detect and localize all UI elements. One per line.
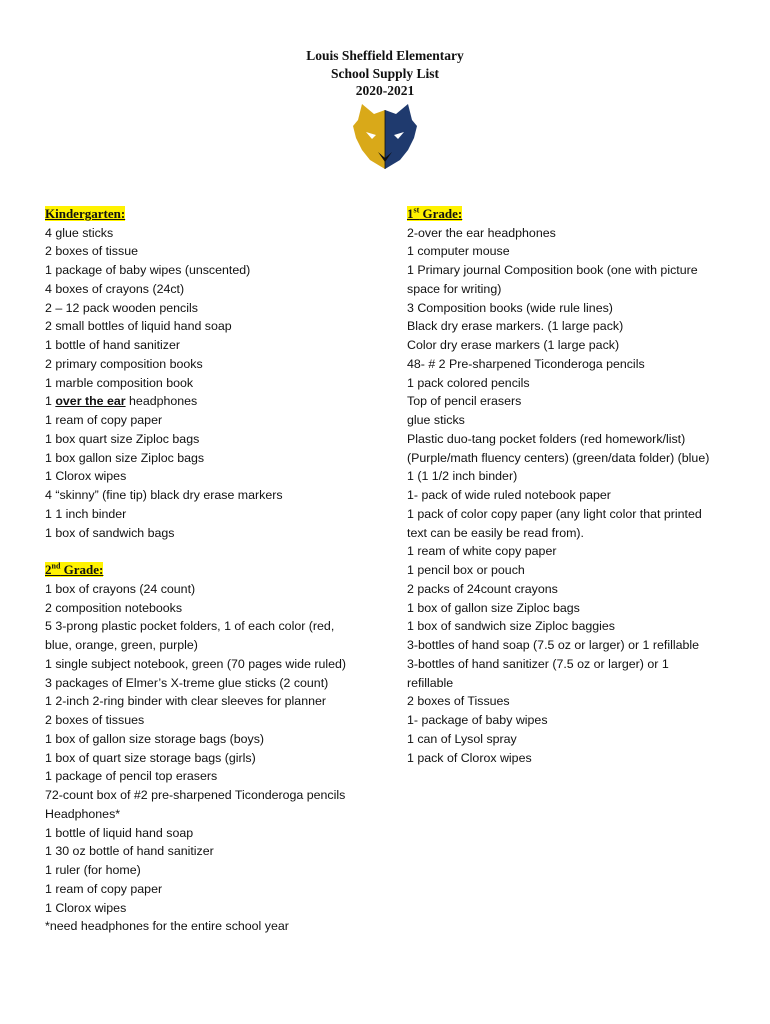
list-item: 1- pack of wide ruled notebook paper xyxy=(407,488,611,503)
list-item: 1 Clorox wipes xyxy=(45,469,127,484)
list-item: 1 bottle of hand sanitizer xyxy=(45,338,181,353)
list-item: 1- package of baby wipes xyxy=(407,713,548,728)
list-item: 1 box of crayons (24 count) xyxy=(45,581,196,596)
list-item: 3 packages of Elmer’s X-treme glue sticks (2 count) xyxy=(45,675,329,690)
list-item: 3-bottles of hand sanitizer (7.5 oz or larger) or 1 xyxy=(407,656,669,671)
first-grade-list xyxy=(407,224,737,768)
list-item: 48- # 2 Pre-sharpened Ticonderoga pencils xyxy=(407,356,645,371)
logo-right-half xyxy=(385,104,417,169)
second-grade-heading: 2nd Grade: xyxy=(45,561,104,578)
list-item: 1 1 inch binder xyxy=(45,506,127,521)
list-item: 2 boxes of tissues xyxy=(45,713,145,728)
first-grade-heading: 1st Grade: xyxy=(407,205,463,221)
kindergarten-heading: Kindergarten: xyxy=(45,206,126,221)
list-item: 1 box of sandwich bags xyxy=(45,525,175,540)
list-item: 1 ruler (for home) xyxy=(45,863,141,878)
list-item: 2 primary composition books xyxy=(45,356,203,371)
list-item: space for writing) xyxy=(407,281,502,296)
list-item: 2 boxes of tissue xyxy=(45,244,138,259)
list-item: 1 (1 1/2 inch binder) xyxy=(407,469,518,484)
list-item: Headphones* xyxy=(45,806,121,821)
list-item: 1 30 oz bottle of hand sanitizer xyxy=(45,844,214,859)
list-item: 1 box gallon size Ziploc bags xyxy=(45,450,205,465)
list-item: 2-over the ear headphones xyxy=(407,225,556,240)
list-item: (Purple/math fluency centers) (green/data folder) (blue) xyxy=(407,450,710,465)
list-item: Top of pencil erasers xyxy=(407,394,522,409)
list-item: 1 marble composition book xyxy=(45,375,194,390)
list-item: refillable xyxy=(407,675,454,690)
list-item: Black dry erase markers. (1 large pack) xyxy=(407,319,624,334)
list-item: 1 ream of copy paper xyxy=(45,413,163,428)
list-item: 4 “skinny” (fine tip) black dry erase markers xyxy=(45,488,283,503)
list-item: 1 package of pencil top erasers xyxy=(45,769,218,784)
school-name: Louis Sheffield Elementary xyxy=(306,48,464,63)
list-item: 2 – 12 pack wooden pencils xyxy=(45,300,198,315)
list-item-headphones: 1 over the ear headphones xyxy=(45,394,198,409)
list-item: 3-bottles of hand soap (7.5 oz or larger) or 1 refillable xyxy=(407,638,700,653)
list-item: 2 packs of 24count crayons xyxy=(407,581,558,596)
list-item: 3 Composition books (wide rule lines) xyxy=(407,300,613,315)
list-item: Plastic duo-tang pocket folders (red homework/list) xyxy=(407,431,686,446)
school-year: 2020-2021 xyxy=(355,83,415,98)
list-item: 1 box of gallon size storage bags (boys) xyxy=(45,731,265,746)
list-item: 1 single subject notebook, green (70 pages wide ruled) xyxy=(45,656,347,671)
list-item: 4 boxes of crayons (24ct) xyxy=(45,281,185,296)
list-item: 1 pack colored pencils xyxy=(407,375,530,390)
list-title: School Supply List xyxy=(330,65,440,81)
document-header xyxy=(0,47,770,100)
list-item: 1 box of quart size storage bags (girls) xyxy=(45,750,256,765)
list-item: 1 2-inch 2-ring binder with clear sleeves for planner xyxy=(45,694,326,709)
emphasis-over-the-ear: over the ear xyxy=(55,394,126,409)
list-item: 1 ream of copy paper xyxy=(45,881,163,896)
list-item: 1 box of sandwich size Ziploc baggies xyxy=(407,619,616,634)
left-column xyxy=(45,205,365,936)
list-item: 1 box quart size Ziploc bags xyxy=(45,431,200,446)
list-item: text can be easily be read from). xyxy=(407,525,584,540)
list-item: 1 box of gallon size Ziploc bags xyxy=(407,600,580,615)
list-item: 2 boxes of Tissues xyxy=(407,694,510,709)
list-item: glue sticks xyxy=(407,413,465,428)
list-item: 1 bottle of liquid hand soap xyxy=(45,825,194,840)
list-item: 1 pencil box or pouch xyxy=(407,563,525,578)
list-item: 1 pack of Clorox wipes xyxy=(407,750,532,765)
list-item: blue, orange, green, purple) xyxy=(45,638,198,653)
list-item: 4 glue sticks xyxy=(45,225,114,240)
kindergarten-list xyxy=(45,224,365,543)
list-item: 1 pack of color copy paper (any light color that printed xyxy=(407,506,702,521)
second-grade-list xyxy=(45,580,365,936)
right-column xyxy=(407,205,737,767)
list-item: 5 3-prong plastic pocket folders, 1 of each color (red, xyxy=(45,619,335,634)
list-item: 2 small bottles of liquid hand soap xyxy=(45,319,232,334)
list-item: 1 package of baby wipes (unscented) xyxy=(45,263,251,278)
list-item: Color dry erase markers (1 large pack) xyxy=(407,338,620,353)
list-item: 2 composition notebooks xyxy=(45,600,183,615)
logo-left-half xyxy=(353,104,385,169)
panther-logo-icon xyxy=(352,102,418,170)
list-item: 1 computer mouse xyxy=(407,244,510,259)
list-item: 1 ream of white copy paper xyxy=(407,544,557,559)
list-item: 1 Clorox wipes xyxy=(45,900,127,915)
list-item: 72-count box of #2 pre-sharpened Ticonderoga pencils xyxy=(45,788,346,803)
list-item: *need headphones for the entire school year xyxy=(45,919,289,934)
list-item: 1 can of Lysol spray xyxy=(407,731,517,746)
list-item: 1 Primary journal Composition book (one with picture xyxy=(407,263,698,278)
